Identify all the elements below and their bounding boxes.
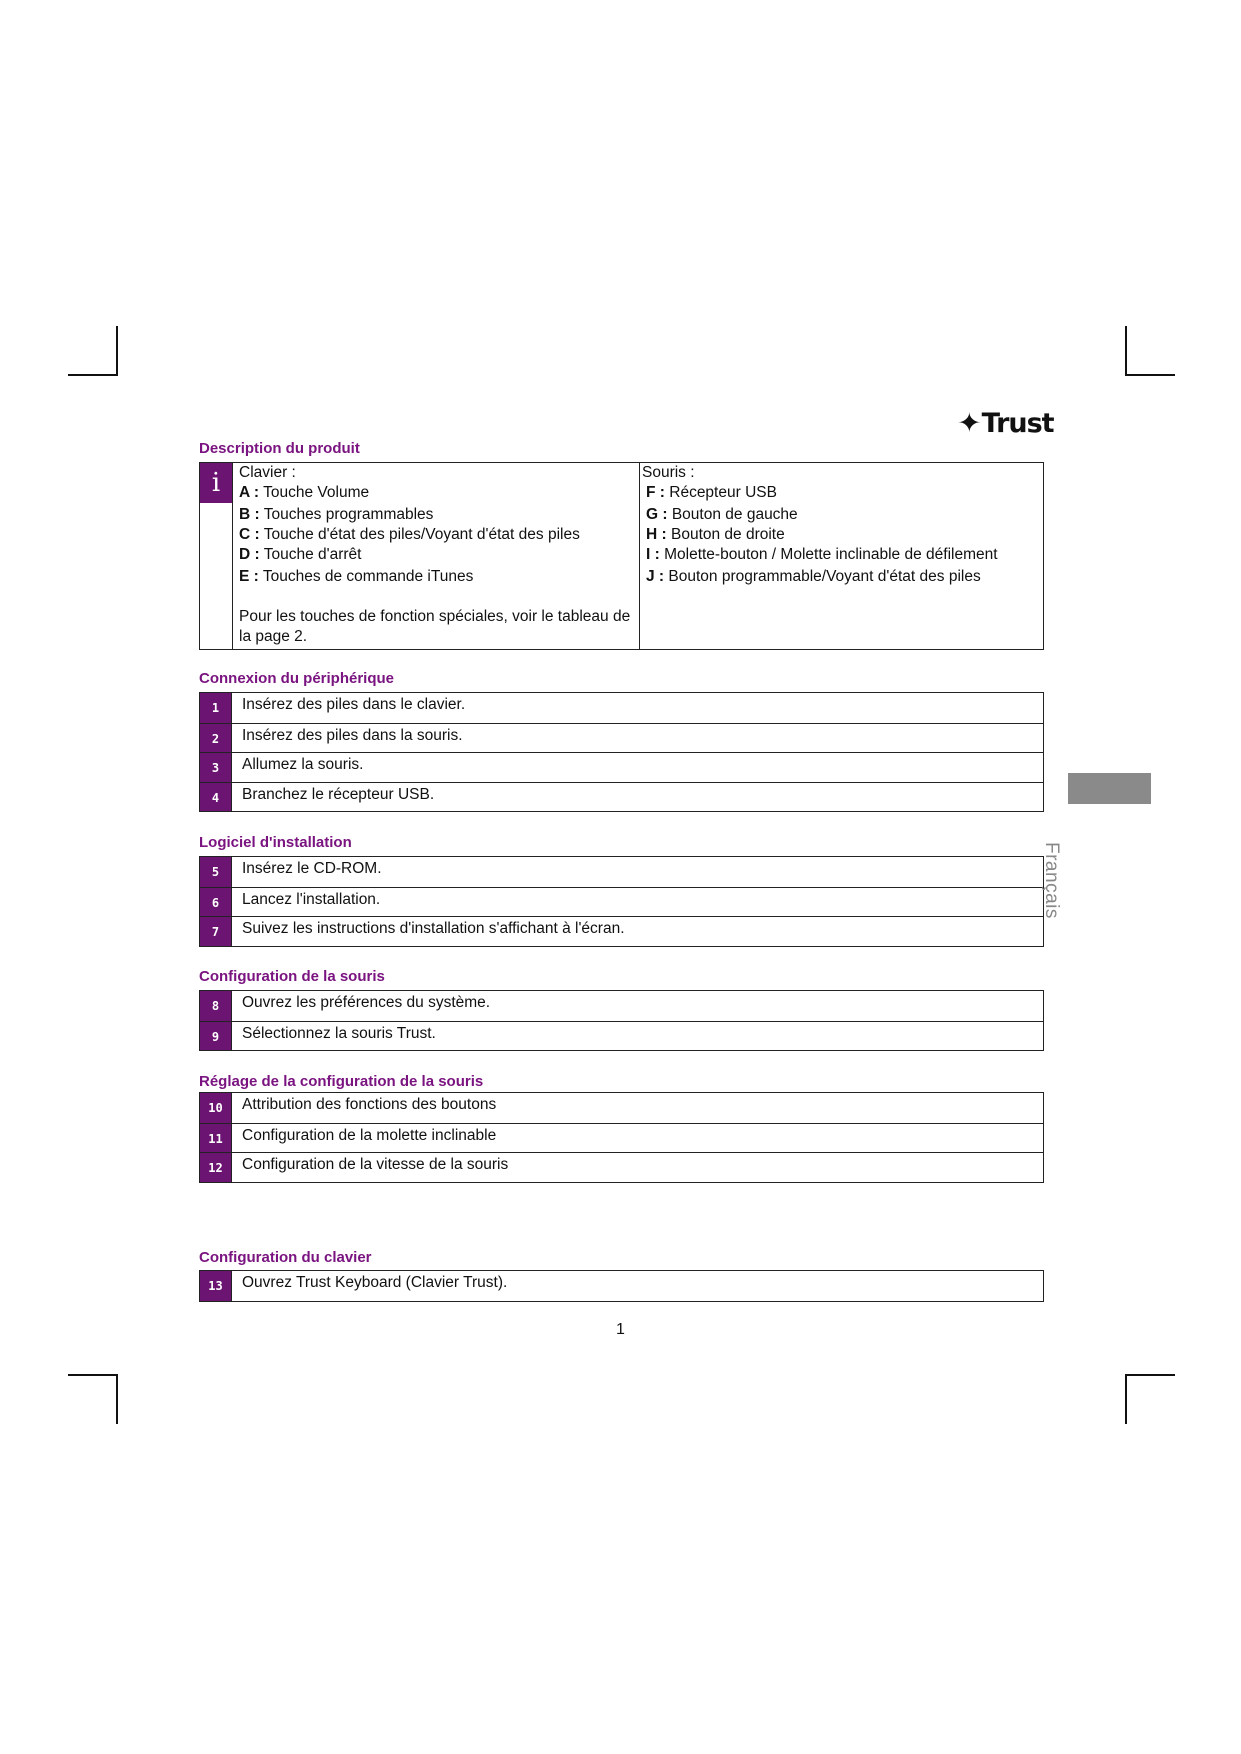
step-row xyxy=(200,991,1043,1021)
language-label: Français xyxy=(1041,842,1062,919)
step-row xyxy=(200,1271,1043,1301)
keyboard-item-c: C : Touche d'état des piles/Voyant d'état des piles xyxy=(239,526,580,543)
section-title-software: Logiciel d'installation xyxy=(199,834,352,851)
section-title-description: Description du produit xyxy=(199,440,360,457)
step-number: 13 xyxy=(200,1271,232,1301)
crop-mark-bl-vertical xyxy=(116,1374,118,1424)
mouse-item-h: H : Bouton de droite xyxy=(646,526,785,543)
step-row xyxy=(200,723,1043,753)
step-text: Insérez le CD-ROM. xyxy=(242,860,382,877)
crop-mark-br-horizontal xyxy=(1125,1374,1175,1376)
step-row xyxy=(200,1093,1043,1123)
step-row xyxy=(200,693,1043,723)
step-number: 1 xyxy=(200,693,232,723)
mouse-item-i: I : Molette-bouton / Molette inclinable de défilement xyxy=(646,546,998,563)
section-title-keyboard-config: Configuration du clavier xyxy=(199,1249,372,1266)
step-text: Attribution des fonctions des boutons xyxy=(242,1096,497,1113)
info-icon: i xyxy=(200,463,232,503)
step-row xyxy=(200,782,1043,812)
section-title-mouse-settings: Réglage de la configuration de la souris xyxy=(199,1073,484,1090)
step-text: Lancez l'installation. xyxy=(242,890,381,908)
step-row xyxy=(200,857,1043,887)
keyboard-item-b: B : Touches programmables xyxy=(239,506,434,523)
keyboard-config-steps-table xyxy=(199,1270,1044,1302)
section-title-connection: Connexion du périphérique xyxy=(199,670,395,687)
mouse-item-f: F : Récepteur USB xyxy=(646,484,777,501)
step-text: Insérez des piles dans la souris. xyxy=(242,726,463,744)
trust-logo xyxy=(958,408,1054,439)
crop-mark-tl-horizontal xyxy=(68,374,118,376)
mouse-heading: Souris : xyxy=(642,464,695,481)
table-divider xyxy=(232,463,233,649)
mouse-item-g: G : Bouton de gauche xyxy=(646,506,798,523)
software-steps-table xyxy=(199,856,1044,947)
step-number: 3 xyxy=(200,753,232,782)
step-text: Insérez des piles dans le clavier. xyxy=(242,696,466,713)
keyboard-heading: Clavier : xyxy=(239,464,296,481)
crop-mark-br-vertical xyxy=(1125,1374,1127,1424)
step-row xyxy=(200,887,1043,917)
crop-mark-tr-vertical xyxy=(1125,326,1127,376)
step-text: Configuration de la molette inclinable xyxy=(242,1126,497,1144)
step-number: 7 xyxy=(200,917,232,946)
crop-mark-bl-horizontal xyxy=(68,1374,118,1376)
step-number: 12 xyxy=(200,1153,232,1182)
step-number: 8 xyxy=(200,991,232,1021)
step-number: 4 xyxy=(200,783,232,812)
step-number: 2 xyxy=(200,724,232,753)
step-text: Branchez le récepteur USB. xyxy=(242,785,435,803)
section-title-mouse-config: Configuration de la souris xyxy=(199,968,385,985)
mouse-item-j: J : Bouton programmable/Voyant d'état des piles xyxy=(646,568,981,585)
mouse-config-steps-table xyxy=(199,990,1044,1051)
trust-logo-icon: ✦ xyxy=(956,408,981,439)
step-row xyxy=(200,1152,1043,1182)
product-description-table xyxy=(199,462,1044,650)
connection-steps-table xyxy=(199,692,1044,812)
crop-mark-tr-horizontal xyxy=(1125,374,1175,376)
step-number: 9 xyxy=(200,1022,232,1051)
keyboard-item-a: A : Touche Volume xyxy=(239,484,370,501)
step-number: 6 xyxy=(200,888,232,917)
step-text: Ouvrez Trust Keyboard (Clavier Trust). xyxy=(242,1274,508,1291)
step-row xyxy=(200,1021,1043,1051)
table-divider xyxy=(639,463,640,649)
trust-logo-text: Trust xyxy=(981,408,1054,439)
step-row xyxy=(200,1123,1043,1153)
step-text: Sélectionnez la souris Trust. xyxy=(242,1024,436,1042)
keyboard-item-d: D : Touche d'arrêt xyxy=(239,546,362,563)
step-number: 11 xyxy=(200,1124,232,1153)
step-text: Configuration de la vitesse de la souris xyxy=(242,1156,509,1173)
mouse-settings-steps-table xyxy=(199,1092,1044,1183)
page-number: 1 xyxy=(616,1321,625,1338)
keyboard-item-e: E : Touches de commande iTunes xyxy=(239,568,474,585)
step-text: Ouvrez les préférences du système. xyxy=(242,994,491,1011)
keyboard-note-line1: Pour les touches de fonction spéciales, voir le tableau de xyxy=(239,608,631,625)
step-row xyxy=(200,916,1043,946)
step-number: 10 xyxy=(200,1093,232,1123)
step-text: Allumez la souris. xyxy=(242,756,364,773)
crop-mark-tl-vertical xyxy=(116,326,118,376)
step-text: Suivez les instructions d'installation s'affichant à l'écran. xyxy=(242,920,625,937)
step-row xyxy=(200,752,1043,782)
step-number: 5 xyxy=(200,857,232,887)
keyboard-note-line2: la page 2. xyxy=(239,628,308,645)
language-tab-marker xyxy=(1068,773,1151,804)
